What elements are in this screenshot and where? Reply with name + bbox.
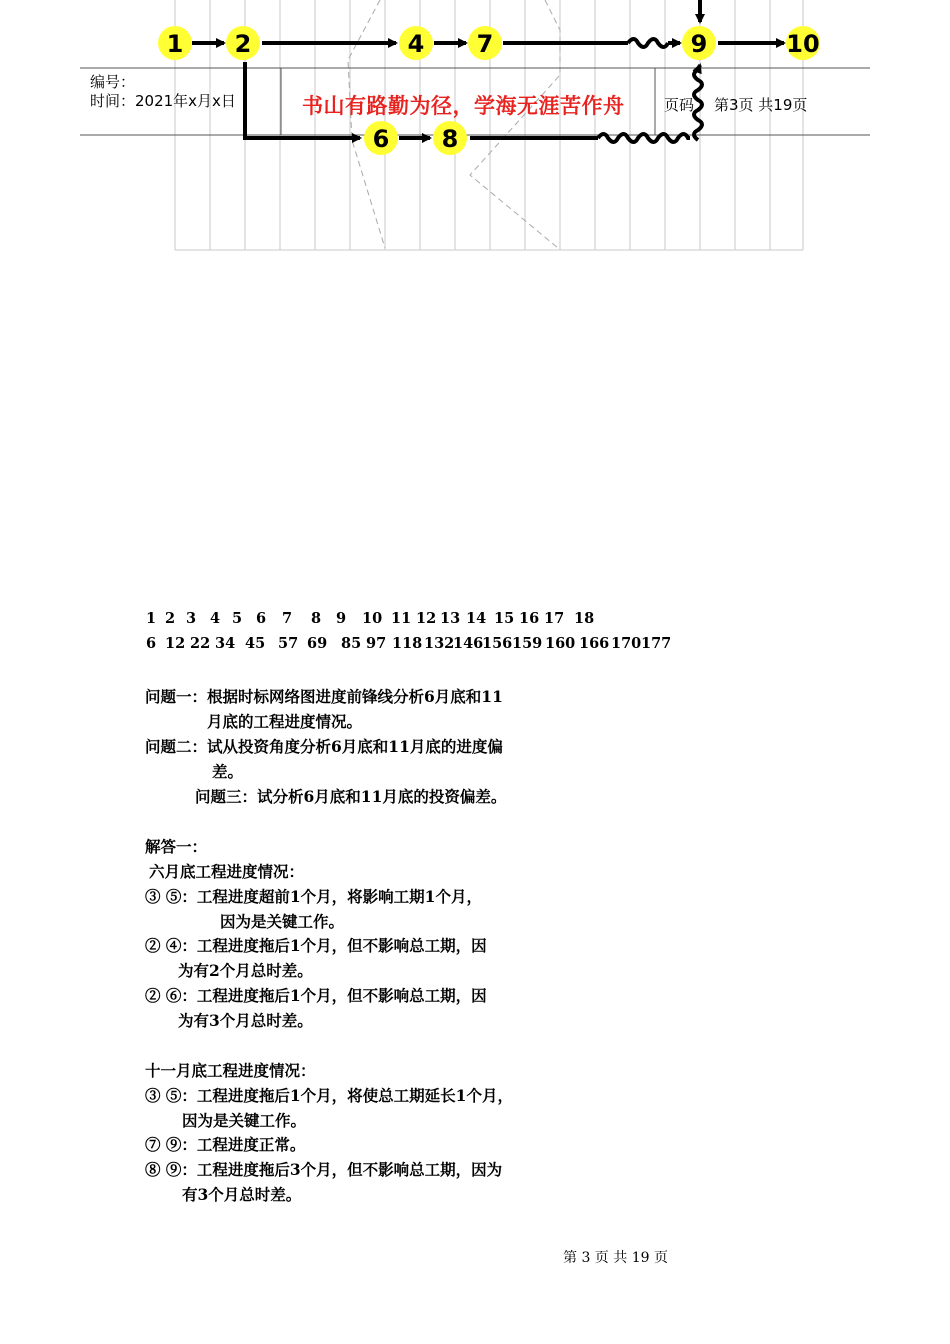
svg-text:8: 8 bbox=[441, 125, 459, 153]
june-heading: 六月底工程进度情况： bbox=[149, 862, 305, 881]
value-cell: 6 bbox=[146, 635, 157, 652]
node-6 bbox=[364, 121, 398, 155]
june-line: 为有2个月总时差。 bbox=[178, 961, 313, 980]
value-cell: 160 bbox=[545, 635, 576, 652]
svg-text:1: 1 bbox=[166, 30, 184, 58]
node-10 bbox=[786, 26, 820, 60]
page-info: 第3页 共19页 bbox=[714, 96, 808, 114]
value-cell: 170 bbox=[611, 635, 642, 652]
motto: 书山有路勤为径，学海无涯苦作舟 bbox=[302, 94, 625, 118]
question-3: 问题三：试分析6月底和11月底的投资偏差。 bbox=[195, 787, 507, 806]
value-cell: 97 bbox=[366, 635, 387, 652]
month-cell: 8 bbox=[311, 610, 322, 627]
value-cell: 146 bbox=[453, 635, 484, 652]
value-cell: 156 bbox=[482, 635, 513, 652]
value-cell: 45 bbox=[245, 635, 266, 652]
month-cell: 3 bbox=[186, 610, 197, 627]
question-2: 问题二：试从投资角度分析6月底和11月底的进度偏 bbox=[145, 737, 503, 756]
month-cell: 7 bbox=[282, 610, 293, 627]
june-line: ② ⑥：工程进度拖后1个月，但不影响总工期，因 bbox=[145, 986, 487, 1005]
svg-text:10: 10 bbox=[786, 30, 820, 58]
value-cell: 85 bbox=[341, 635, 362, 652]
month-cell: 14 bbox=[466, 610, 487, 627]
serial-label: 编号： bbox=[90, 73, 136, 91]
june-line: 因为是关键工作。 bbox=[220, 912, 345, 931]
value-cell: 118 bbox=[392, 635, 423, 652]
value-cell: 22 bbox=[190, 635, 211, 652]
question-1: 问题一：根据时标网络图进度前锋线分析6月底和11 bbox=[145, 687, 503, 706]
value-cell: 177 bbox=[641, 635, 672, 652]
june-line: 为有3个月总时差。 bbox=[178, 1011, 313, 1030]
free-float-wave-7-9 bbox=[628, 39, 668, 47]
value-cell: 69 bbox=[307, 635, 328, 652]
node-4 bbox=[399, 26, 433, 60]
time-label: 时间：2021年x月x日 bbox=[90, 92, 236, 110]
svg-text:2: 2 bbox=[234, 30, 252, 58]
node-2 bbox=[226, 26, 260, 60]
nov-line: ⑦ ⑨：工程进度正常。 bbox=[145, 1135, 306, 1154]
node-7 bbox=[468, 26, 502, 60]
value-cell: 132 bbox=[424, 635, 455, 652]
page-code-label: 页码 bbox=[664, 96, 695, 114]
month-cell: 16 bbox=[519, 610, 540, 627]
value-cell: 12 bbox=[165, 635, 186, 652]
month-cell: 2 bbox=[165, 610, 176, 627]
node-1 bbox=[158, 26, 192, 60]
question-1-cont: 月底的工程进度情况。 bbox=[207, 712, 363, 731]
month-cell: 18 bbox=[574, 610, 595, 627]
month-cell: 13 bbox=[440, 610, 461, 627]
node-8 bbox=[433, 121, 467, 155]
page-footer: 第 3 页 共 19 页 bbox=[563, 1250, 668, 1266]
month-cell: 1 bbox=[146, 610, 157, 627]
value-cell: 159 bbox=[512, 635, 543, 652]
month-cell: 6 bbox=[256, 610, 267, 627]
month-cell: 4 bbox=[210, 610, 221, 627]
month-cell: 9 bbox=[336, 610, 347, 627]
answer-heading: 解答一： bbox=[145, 837, 208, 856]
june-line: ② ④：工程进度拖后1个月，但不影响总工期，因 bbox=[145, 936, 487, 955]
month-cell: 12 bbox=[416, 610, 437, 627]
value-cell: 166 bbox=[579, 635, 610, 652]
value-cell: 57 bbox=[278, 635, 299, 652]
node-9 bbox=[682, 26, 716, 60]
month-cell: 17 bbox=[544, 610, 565, 627]
month-cell: 10 bbox=[362, 610, 383, 627]
nov-heading: 十一月底工程进度情况： bbox=[145, 1061, 316, 1080]
svg-text:4: 4 bbox=[407, 30, 425, 58]
svg-text:7: 7 bbox=[476, 30, 494, 58]
value-cell: 34 bbox=[215, 635, 236, 652]
free-float-wave-up-9 bbox=[694, 65, 702, 140]
nov-line: 有3个月总时差。 bbox=[182, 1185, 302, 1204]
question-2-cont: 差。 bbox=[212, 762, 244, 781]
nov-line: ③ ⑤：工程进度拖后1个月，将使总工期延长1个月， bbox=[145, 1086, 513, 1105]
june-line: ③ ⑤：工程进度超前1个月，将影响工期1个月， bbox=[145, 887, 482, 906]
nov-line: 因为是关键工作。 bbox=[182, 1111, 307, 1130]
svg-text:6: 6 bbox=[372, 125, 390, 153]
month-cell: 5 bbox=[232, 610, 243, 627]
nov-line: ⑧ ⑨：工程进度拖后3个月，但不影响总工期，因为 bbox=[145, 1160, 503, 1179]
svg-text:9: 9 bbox=[690, 30, 708, 58]
month-cell: 15 bbox=[494, 610, 515, 627]
network-diagram bbox=[0, 0, 950, 260]
month-cell: 11 bbox=[391, 610, 412, 627]
